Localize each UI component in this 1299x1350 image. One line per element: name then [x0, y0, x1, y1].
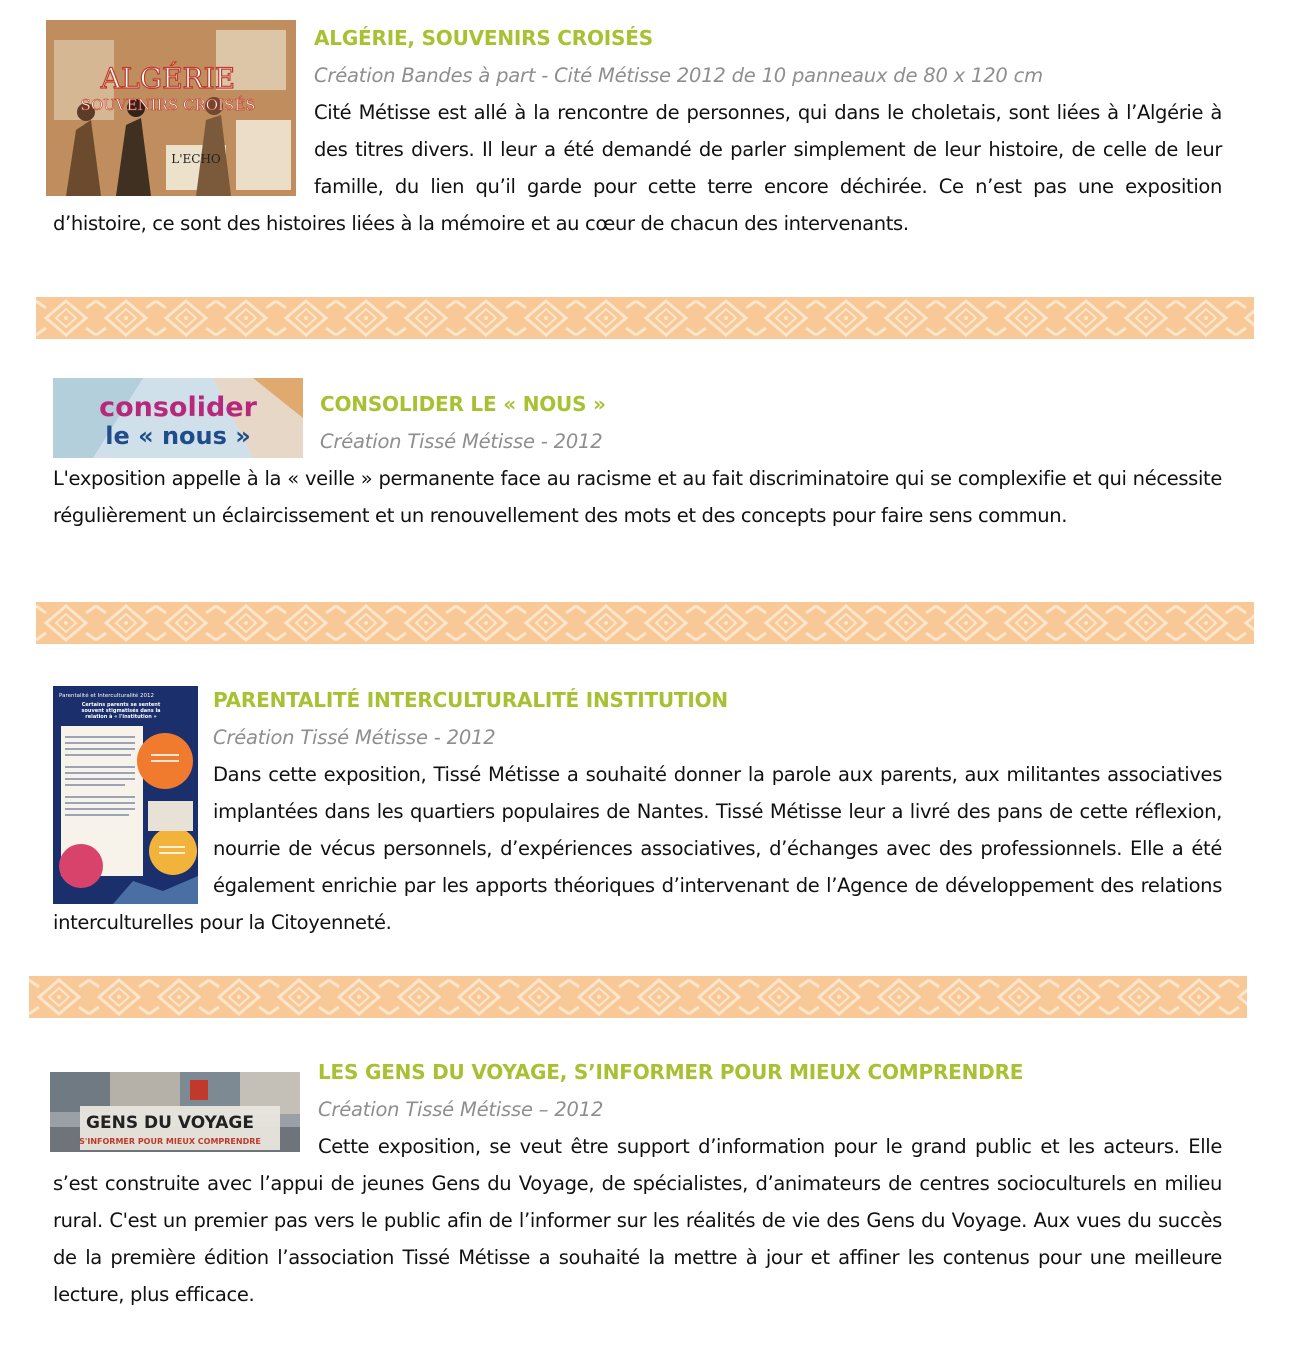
parentalite-poster-header: Parentalité et Interculturalité 2012 — [59, 693, 155, 699]
section-subtitle: Création Tissé Métisse – 2012 — [318, 1098, 604, 1121]
exhibit-algerie — [46, 20, 1222, 242]
section-title: CONSOLIDER LE « NOUS » — [320, 392, 606, 416]
consolider-poster-image — [53, 378, 303, 458]
section-body: L'exposition appelle à la « veille » permanente face au racisme et au fait discriminatoire qui se complexifie et qui nécessite régulièrement un éclaircissement et un renouvellement des mots et des concepts pour faire sens commun. — [53, 467, 1222, 527]
section-body: Cette exposition, se veut être support d’information pour le grand public et les acteurs. Elle s’est construite avec l’appui de jeunes Gens du Voyage, de spécialistes, d’animateurs de centres socioculturels en milieu rural. C'est un premier pas vers le public afin de l’informer sur les réalités de vie des Gens du Voyage. Aux vues du succès de la première édition l’association Tissé Métisse a souhaité la mettre à jour et affiner les contenus pour une meilleure lecture, plus efficace. — [53, 1135, 1222, 1306]
algerie-poster-caption: L'ECHO — [171, 152, 221, 166]
thumbnail-consolider — [53, 378, 303, 458]
section-body: Cité Métisse est allé à la rencontre de personnes, qui dans le choletais, sont liées à l’Algérie à des titres divers. Il leur a été demandé de parler simplement de leur histoire, de celle de leur famille, du lien qu’il garde pour cette terre encore déchirée. Ce n’est pas une exposition d’histoire, ce sont des histoires liées à la mémoire et au cœur de chacun des intervenants. — [53, 101, 1222, 235]
thumbnail-gens-du-voyage — [50, 1072, 300, 1152]
consolider-poster-line2: le « nous » — [105, 422, 251, 450]
algerie-poster-title: ALGÉRIE — [100, 62, 236, 95]
exhibit-gens-du-voyage — [50, 1054, 1222, 1313]
exhibit-parentalite — [53, 682, 1222, 941]
gens-du-voyage-poster-line2: S'INFORMER POUR MIEUX COMPRENDRE — [79, 1137, 261, 1146]
section-subtitle: Création Tissé Métisse - 2012 — [213, 726, 496, 749]
section-title: ALGÉRIE, SOUVENIRS CROISÉS — [314, 26, 653, 50]
section-title: LES GENS DU VOYAGE, S’INFORMER POUR MIEUX COMPRENDRE — [318, 1060, 1024, 1084]
decorative-band — [36, 602, 1254, 644]
decorative-band — [29, 976, 1247, 1018]
section-body: Dans cette exposition, Tissé Métisse a souhaité donner la parole aux parents, aux militantes associatives implantées dans les quartiers populaires de Nantes. Tissé Métisse leur a livré des pans de cette réflexion, nourrie de vécus personnels, d’expériences associatives, d’échanges avec des professionnels. Elle a été également enrichie par les apports théoriques d’intervenant de l’Agence de développement des relations interculturelles pour la Citoyenneté. — [53, 763, 1222, 934]
thumbnail-parentalite — [53, 686, 198, 904]
gens-du-voyage-poster-image — [50, 1072, 300, 1152]
consolider-poster-line1: consolider — [99, 392, 257, 423]
gens-du-voyage-poster-line1: GENS DU VOYAGE — [86, 1113, 254, 1133]
section-subtitle: Création Bandes à part - Cité Métisse 2012 de 10 panneaux de 80 x 120 cm — [314, 64, 1043, 87]
algerie-poster-image — [46, 20, 296, 196]
parentalite-poster-banner: Certains parents se sentent souvent stigmatisés dans la relation à « l'institution » — [81, 702, 161, 720]
algerie-poster-subtitle: SOUVENIRS CROISÉS — [80, 96, 256, 114]
section-subtitle: Création Tissé Métisse - 2012 — [320, 430, 603, 453]
thumbnail-algerie — [46, 20, 296, 196]
section-title: PARENTALITÉ INTERCULTURALITÉ INSTITUTION — [213, 688, 728, 712]
parentalite-poster-image — [53, 686, 198, 904]
decorative-band — [36, 297, 1254, 339]
exhibit-consolider-nous — [53, 386, 1222, 534]
